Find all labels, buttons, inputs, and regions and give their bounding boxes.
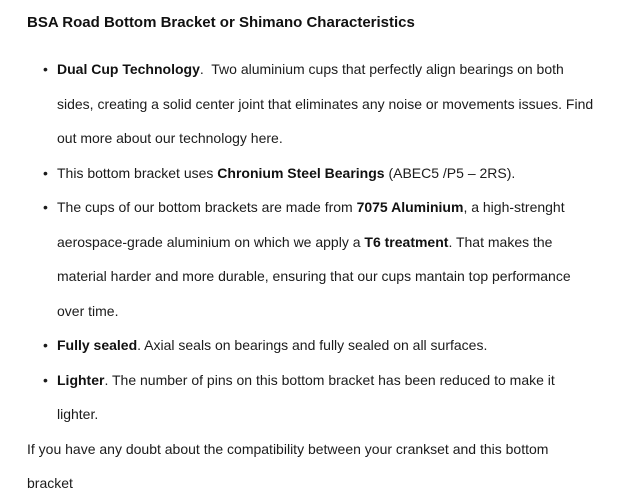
body-text: The cups of our bottom brackets are made from xyxy=(57,199,357,215)
characteristics-list xyxy=(27,52,597,432)
emphasis-text: Lighter xyxy=(57,371,105,388)
emphasis-text: 7075 Aluminium xyxy=(356,199,464,215)
emphasis-text: Dual Cup Technology xyxy=(57,61,200,77)
emphasis-text: Chronium Steel Bearings xyxy=(217,164,385,181)
body-text: , a high-strenght aerospace-grade aluminium on which we apply a xyxy=(57,199,565,250)
page-title: BSA Road Bottom Bracket or Shimano Characteristics xyxy=(27,14,415,31)
body-text: (ABEC5 /P5 – 2RS). xyxy=(384,164,516,181)
body-text: . The number of pins on this bottom bracket has been reduced to make it lighter. xyxy=(57,371,555,422)
body-text: . Axial seals on bearings and fully sealed on all surfaces. xyxy=(137,337,488,353)
list-item xyxy=(57,52,597,156)
list-item xyxy=(57,328,597,363)
emphasis-text: Fully sealed xyxy=(57,337,138,353)
list-item xyxy=(57,190,597,328)
list-item xyxy=(57,363,597,432)
emphasis-text: T6 treatment xyxy=(364,233,449,250)
body-text: . Two aluminium cups that perfectly align bearings on both sides, creating a solid center joint that eliminates any noise or movements issues. Find out more about our technology here. xyxy=(57,61,594,146)
list-item xyxy=(57,156,597,191)
body-text: This bottom bracket uses xyxy=(57,164,218,181)
clipped-paragraph: If you have any doubt about the compatibility between your crankset and this bottom bracket xyxy=(27,440,549,491)
body-text: . That makes the material harder and more durable, ensuring that our cups mantain top performance over time. xyxy=(57,233,571,319)
